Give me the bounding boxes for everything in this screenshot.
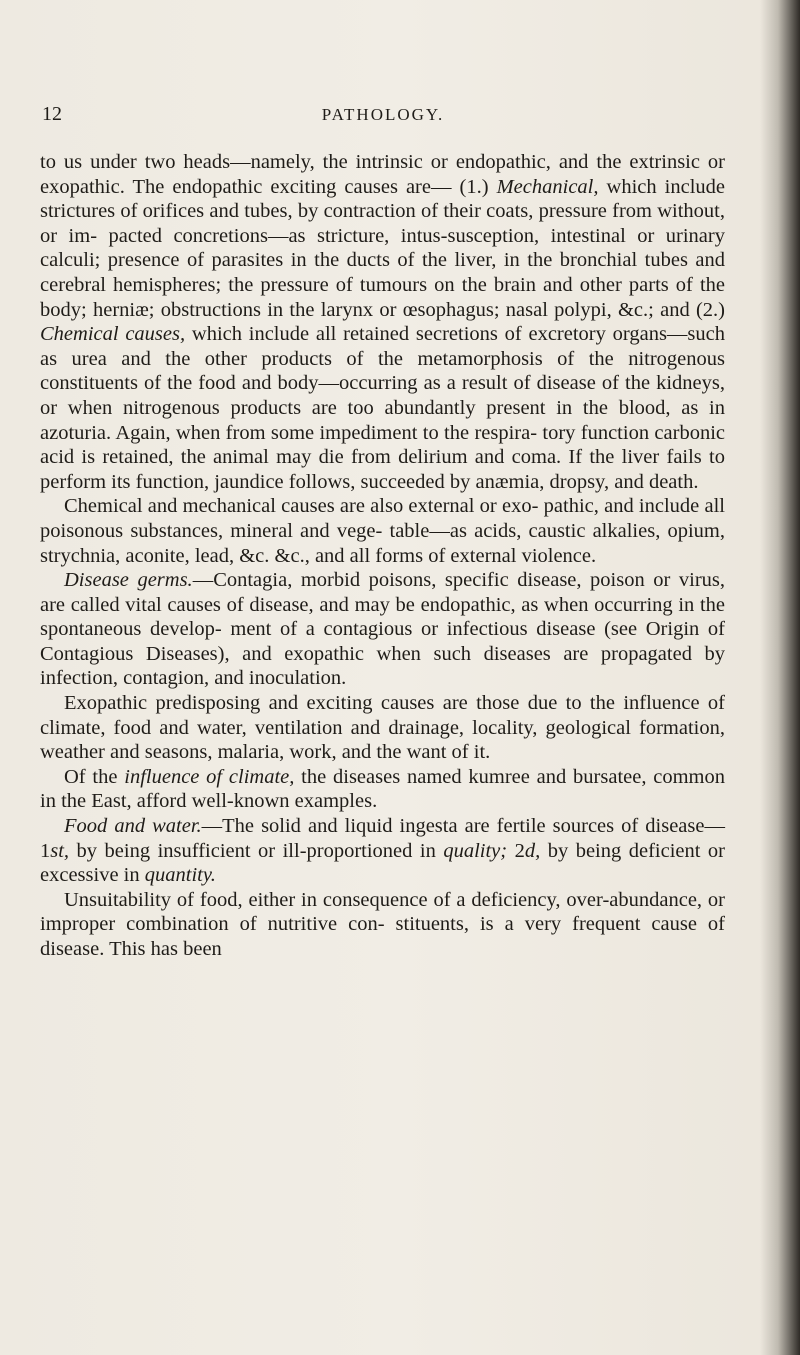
text-run: which include all retained secretions of excretory organs—such as urea and the other products of the metamorphosis of the nitrogenous constituents of the food and body—occurring as a result of disease of the kidneys, or when nitrogenous products are too abundantly present in the blood, as in azoturia. Again, when from some impediment to the respira- tory function carbonic acid is retained, the animal may die from delirium and coma. If the liver fails to perform its function, jaundice follows, succeeded by anæmia, dropsy, and death.	[40, 323, 725, 493]
text-run: —Contagia, morbid poisons, specific disease, poison or virus, are called vital causes of disease, and may be endopathic, as when occurring in the spontaneous develop- ment of a contagious or infectious disease (see Origin of Contagious Diseases), and exopathic when such diseases are propagated by infection, contagion, and inoculation.	[40, 569, 726, 690]
italic-text: quantity.	[144, 864, 216, 887]
paragraph-p5	[40, 765, 725, 814]
italic-text: d,	[524, 839, 541, 862]
paragraph-p1	[40, 150, 725, 494]
text-run: Exopathic predisposing and exciting causes are those due to the influence of climate, food and water, ventilation and drainage, locality, geological formation, weather and seasons, malaria, work, and the want of it.	[40, 692, 725, 764]
text-run: Unsuitability of food, either in consequence of a deficiency, over-abundance, or improper combination of nutritive con- stituents, is a very frequent cause of disease. This has been	[40, 888, 725, 960]
text-run: Chemical and mechanical causes are also external or exo- pathic, and include all poisonous substances, mineral and vege- table—as acids, caustic alkalies, opium, strychnia, aconite, lead, &c. &c., and all forms of external violence.	[40, 495, 725, 567]
italic-text: influence of climate,	[124, 765, 295, 788]
italic-text: st,	[50, 839, 70, 862]
page-number: 12	[42, 103, 62, 125]
paragraph-p2	[40, 494, 725, 568]
text-run: which include strictures of orifices and tubes, by contraction of their coats, pressure from without, or im- pacted concretions—as stricture, intus-susception, intestinal or urinary calculi; presence of parasites in the ducts of the liver, in the bronchial tubes and cerebral hemispheres; the pressure of tumours on the brain and other parts of the body; herniæ; obstructions in the larynx or œsophagus; nasal polypi, &c.; and (2.)	[40, 175, 725, 321]
page-edge-shadow	[760, 0, 800, 1355]
paragraph-p3	[40, 568, 725, 691]
italic-text: quality;	[443, 839, 508, 862]
running-head: PATHOLOGY.	[321, 105, 445, 124]
italic-text: Mechanical,	[496, 175, 599, 198]
text-run: to us under two heads—namely, the intrinsic or endopathic, and the extrinsic or exopathic. The endopathic exciting causes are— (1.)	[40, 151, 725, 198]
paragraph-p6	[40, 814, 725, 888]
paragraph-p7	[40, 888, 725, 962]
body-text	[40, 150, 725, 962]
italic-text: Disease germs.	[64, 569, 193, 592]
italic-text: Chemical causes,	[40, 323, 186, 346]
paragraph-p4	[40, 691, 725, 765]
italic-text: Food and water.	[64, 815, 202, 838]
text-run: by being deficient or excessive in	[40, 839, 725, 887]
text-run: the diseases named kumree and bursatee, common in the East, afford well-known examples.	[40, 765, 726, 813]
text-run: by being insufficient or ill-proportioned in	[69, 839, 444, 862]
text-run: 2	[507, 839, 525, 862]
text-run: —The solid and liquid ingesta are fertile sources of disease—1	[40, 815, 725, 862]
text-run: Of the	[64, 765, 125, 788]
page-header	[42, 103, 724, 129]
